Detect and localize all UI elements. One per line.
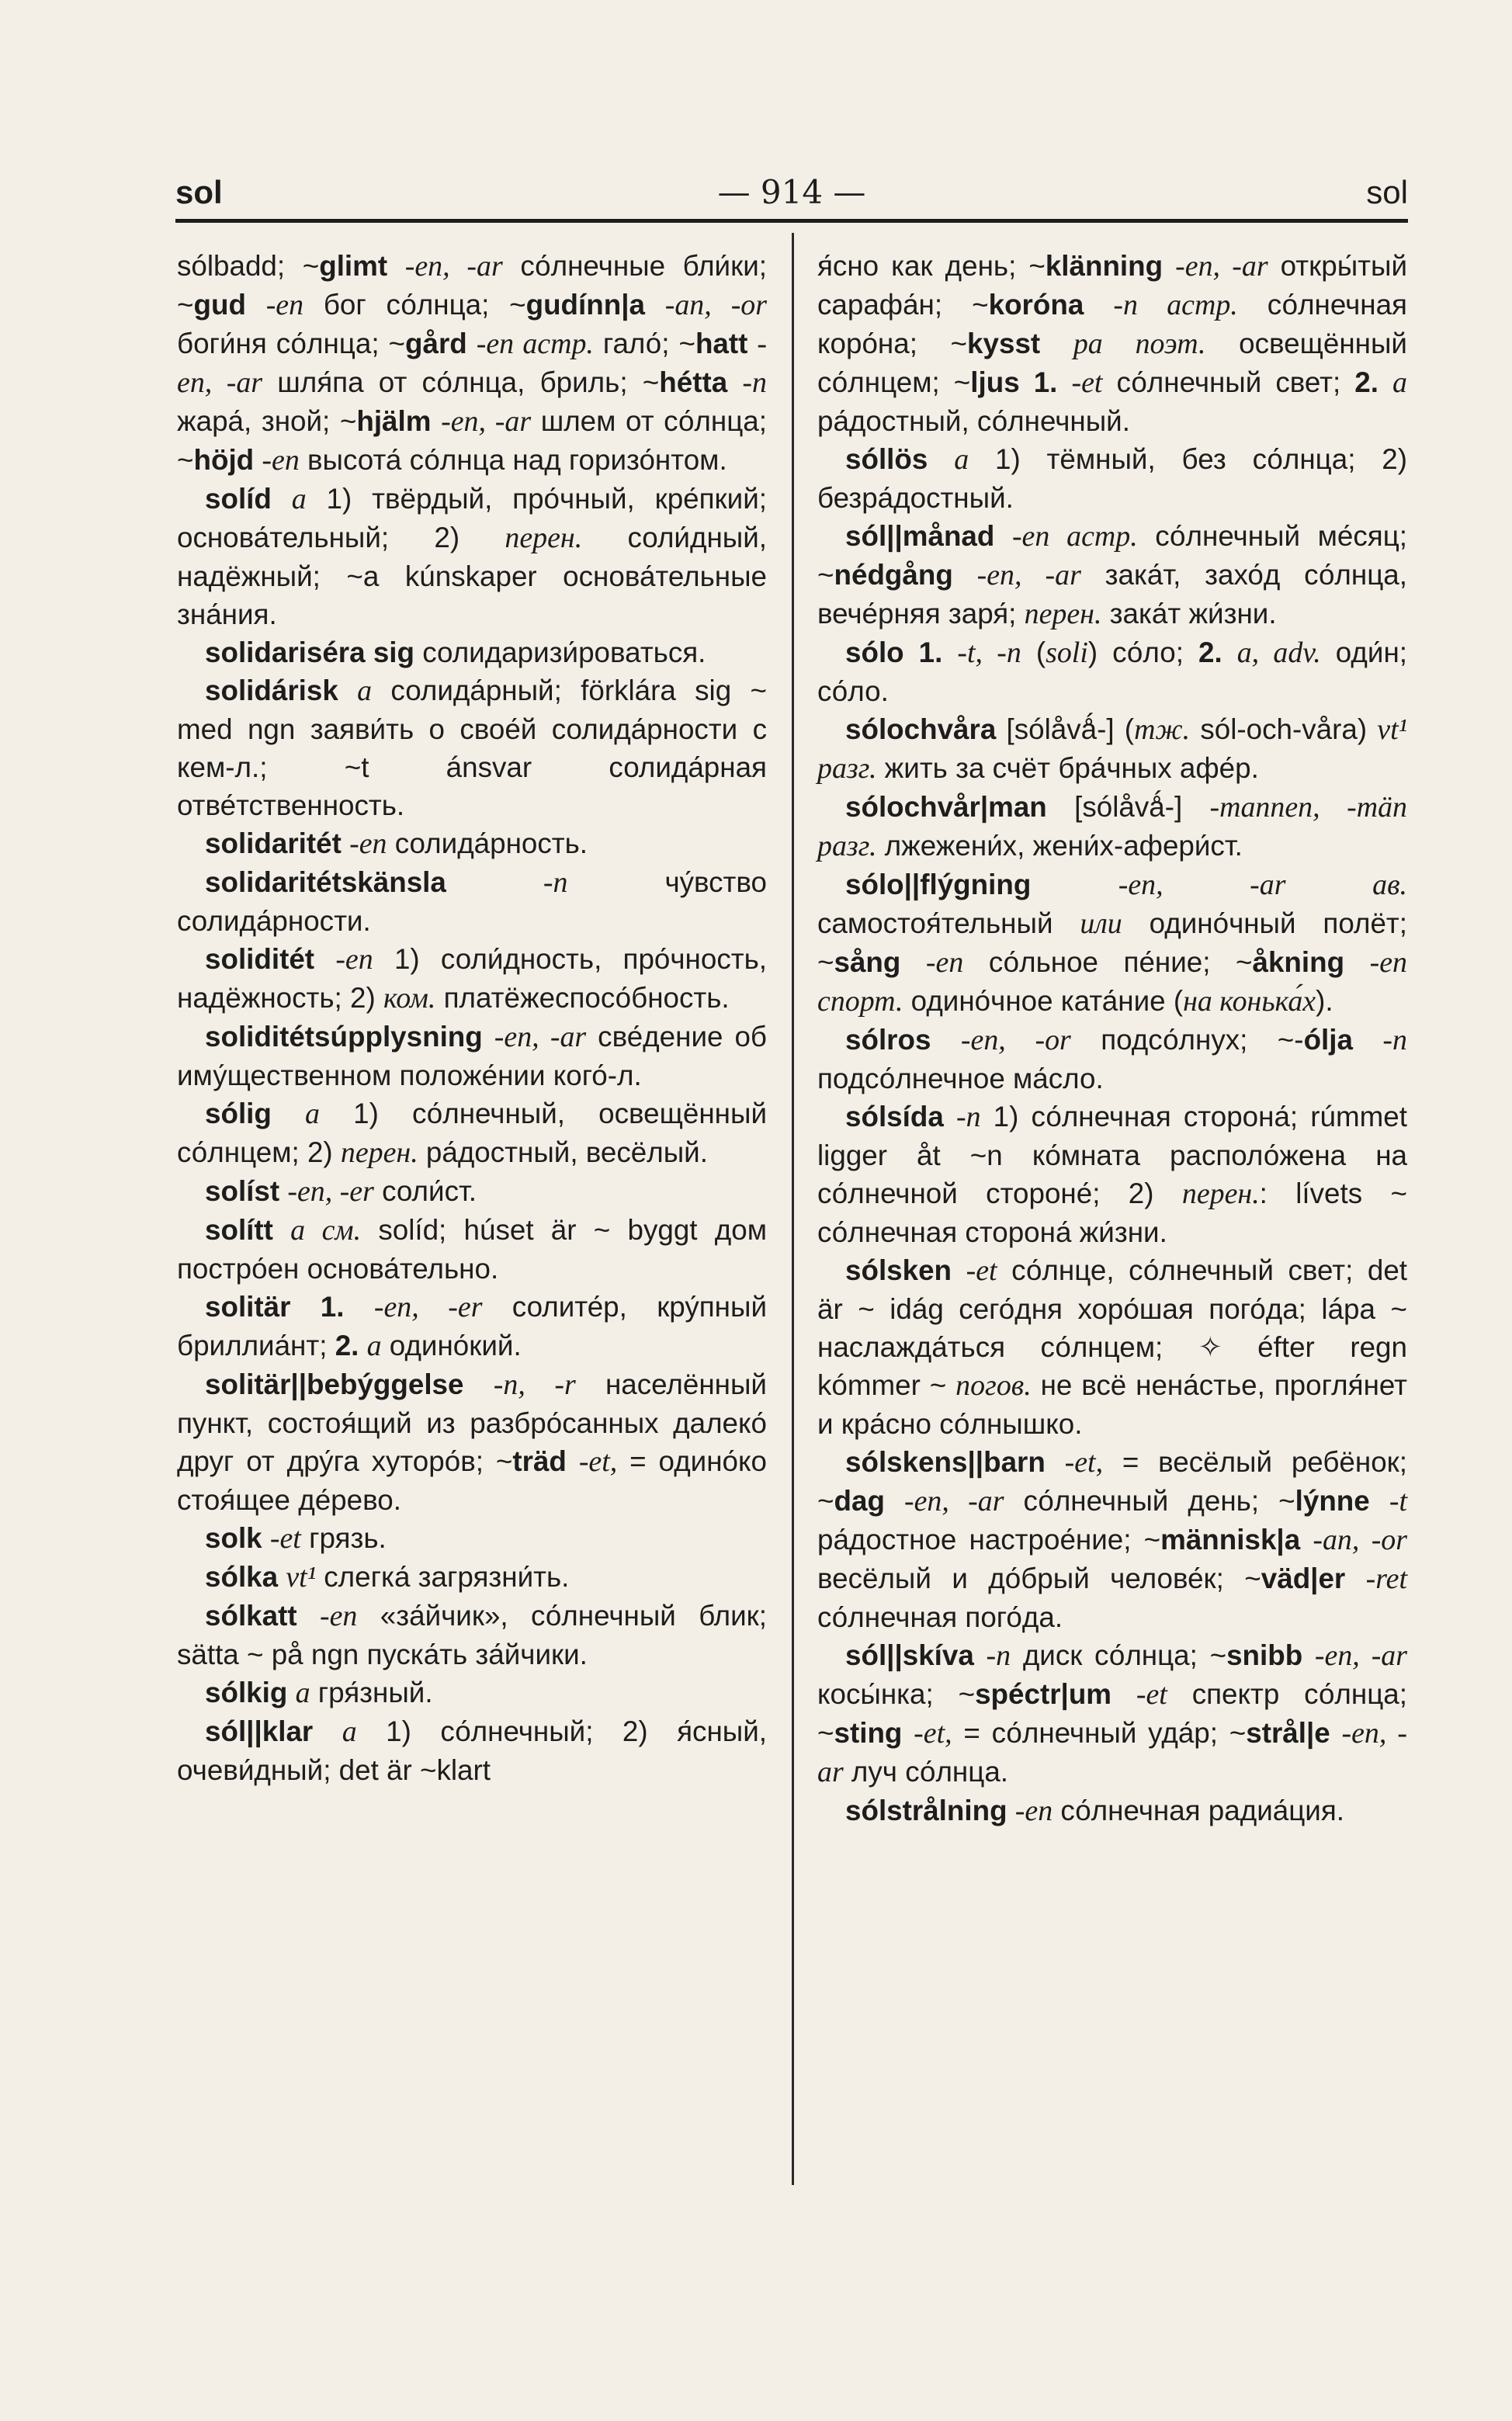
dictionary-entry: solíst -en, -er соли́ст. [205, 1175, 477, 1208]
dictionary-entry: sólstrålning -en со́лнечная радиа́ция. [845, 1795, 1345, 1827]
dictionary-entry: sólbadd; ~glimt -en, -ar со́лнечные бли́ки; ~gud -en бог со́лнца; ~gudínn|a -an, -or боги́ня со́лнца; ~gård -en астр. гало́; ~hatt -en, -ar шля́па от со́лнца, бриль; ~hétta -n жара́, зной; ~hjälm -en, -ar шлем от со́лнца; ~höjd -en высота́ со́лнца над горизо́нтом. [177, 250, 767, 477]
dictionary-entry: sólkatt -en «за́йчик», со́лнечный блик; sätta ~ på ngn пуска́ть за́йчики. [177, 1600, 767, 1670]
header-left-word: sol [175, 174, 223, 210]
dictionary-entry: solidárisk a солида́рный; förklára sig ~ med ngn заяви́ть о свое́й солида́рности с кем-л.; ~t ánsvar солида́рная отве́тственность. [177, 675, 767, 821]
dictionary-entry: sólka vt¹ слегка́ загрязни́ть. [205, 1561, 570, 1594]
dictionary-entry: sólig a 1) со́лнечный, освещённый со́лнцем; 2) перен. ра́достный, весёлый. [177, 1098, 768, 1169]
dictionary-entry: sólochvåra [sólåvǻ-] (тж. sól-och-våra) vt¹ разг. жить за счёт бра́чных афе́р. [817, 713, 1407, 785]
column-divider [792, 233, 794, 2185]
dictionary-entry: sólros -en, -or подсо́лнух; ~-ólja -n подсо́лнечное ма́сло. [817, 1024, 1407, 1094]
dictionary-entry: sólkig a гря́зный. [205, 1677, 433, 1709]
dictionary-entry: solidaritétskänsla -n чу́вство солида́рности. [177, 866, 767, 937]
dictionary-entry: sól||klar a 1) со́лнечный; 2) я́сный, очеви́дный; det är ~klart [177, 1715, 767, 1786]
dictionary-entry: solíd a 1) твёрдый, про́чный, кре́пкий; основа́тельный; 2) перен. соли́дный, надёжный; ~a kúnskaper основа́тельные зна́ния. [177, 483, 767, 630]
dictionary-entry: sólsída -n 1) со́лнечная сторона́; rúmmet ligger åt ~n ко́мната располо́жена на со́лнечной стороне́; 2) перен.: lívets ~ со́лнечная сторона́ жи́зни. [817, 1101, 1407, 1248]
dictionary-entry: sól||månad -en астр. со́лнечный ме́сяц; ~nédgång -en, -ar зака́т, захо́д со́лнца, вече́рняя заря́; перен. зака́т жи́зни. [817, 520, 1408, 630]
header-right-word: sol [1366, 174, 1408, 210]
dictionary-entry: solitär 1. -en, -er солите́р, кру́пный бриллиа́нт; 2. a одино́кий. [177, 1291, 767, 1362]
page-number: — 914 — [717, 173, 866, 211]
dictionary-entry: solk -et грязь. [205, 1522, 387, 1555]
dictionary-entry: solidariséra sig солидаризи́роваться. [205, 636, 706, 668]
header-rule [175, 219, 1408, 223]
page-header [175, 169, 1408, 216]
dictionary-entry: sólsken -et со́лнце, со́лнечный свет; det är ~ idág сего́дня хоро́шая пого́да; lápa ~ наслажда́ться со́лнцем; ✧ éfter regn kómmer ~ погов. не всё нена́стье, прогля́нет и кра́сно со́лнышко. [817, 1254, 1408, 1440]
dictionary-entry: sólo||flýgning -en, -ar ав. самостоя́тельный или одино́чный полёт; ~sång -en со́льное пе́ние; ~åkning -en спорт. одино́чное ката́ние (на конька́х). [817, 869, 1407, 1018]
dictionary-entry: sóllös a 1) тёмный, без со́лнца; 2) безра́достный. [817, 443, 1407, 514]
dictionary-entry: я́сно как день; ~klänning -en, -ar откры́тый сарафа́н; ~koróna -n астр. со́лнечная коро́на; ~kysst pa поэт. освещённый со́лнцем; ~ljus 1. -et со́лнечный свет; 2. a ра́достный, со́лнечный. [817, 250, 1407, 437]
left-column [177, 247, 767, 1789]
dictionary-entry: sól||skíva -n диск со́лнца; ~snibb -en, -ar косы́нка; ~spéctr|um -et спектр со́лнца; ~sting -et, = со́лнечный уда́р; ~strål|e -en, -ar луч со́лнца. [817, 1639, 1407, 1788]
dictionary-entry: solidaritét -en солида́рность. [205, 827, 588, 860]
dictionary-entry: solitär||bebýggelse -n, -r населённый пункт, состоя́щий из разбро́санных далеко́ друг от дру́га хуторо́в; ~träd -et, = одино́ко стоя́щее де́рево. [177, 1368, 767, 1516]
dictionary-entry: sólochvår|man [sólåvǻ-] -mannen, -män разг. лжежени́х, жени́х-афери́ст. [817, 791, 1407, 862]
right-column [817, 247, 1407, 1830]
dictionary-entry: sólo 1. -t, -n (soli) со́ло; 2. a, adv. оди́н; со́ло. [817, 636, 1407, 707]
dictionary-entry: solítt a см. solíd; húset är ~ byggt дом постро́ен основа́тельно. [177, 1214, 767, 1285]
dictionary-entry: soliditét -en 1) соли́дность, про́чность, надёжность; 2) ком. платёжеспосо́бность. [177, 943, 767, 1015]
dictionary-entry: sólskens||barn -et, = весёлый ребёнок; ~dag -en, -ar со́лнечный день; ~lýnne -t ра́достное настрое́ние; ~människ|a -an, -or весёлый и до́брый челове́к; ~väd|er -ret со́лнечная пого́да. [817, 1446, 1407, 1633]
dictionary-entry: soliditétsúpplysning -en, -ar све́дение об иму́щественном положе́нии кого́-л. [177, 1021, 767, 1091]
